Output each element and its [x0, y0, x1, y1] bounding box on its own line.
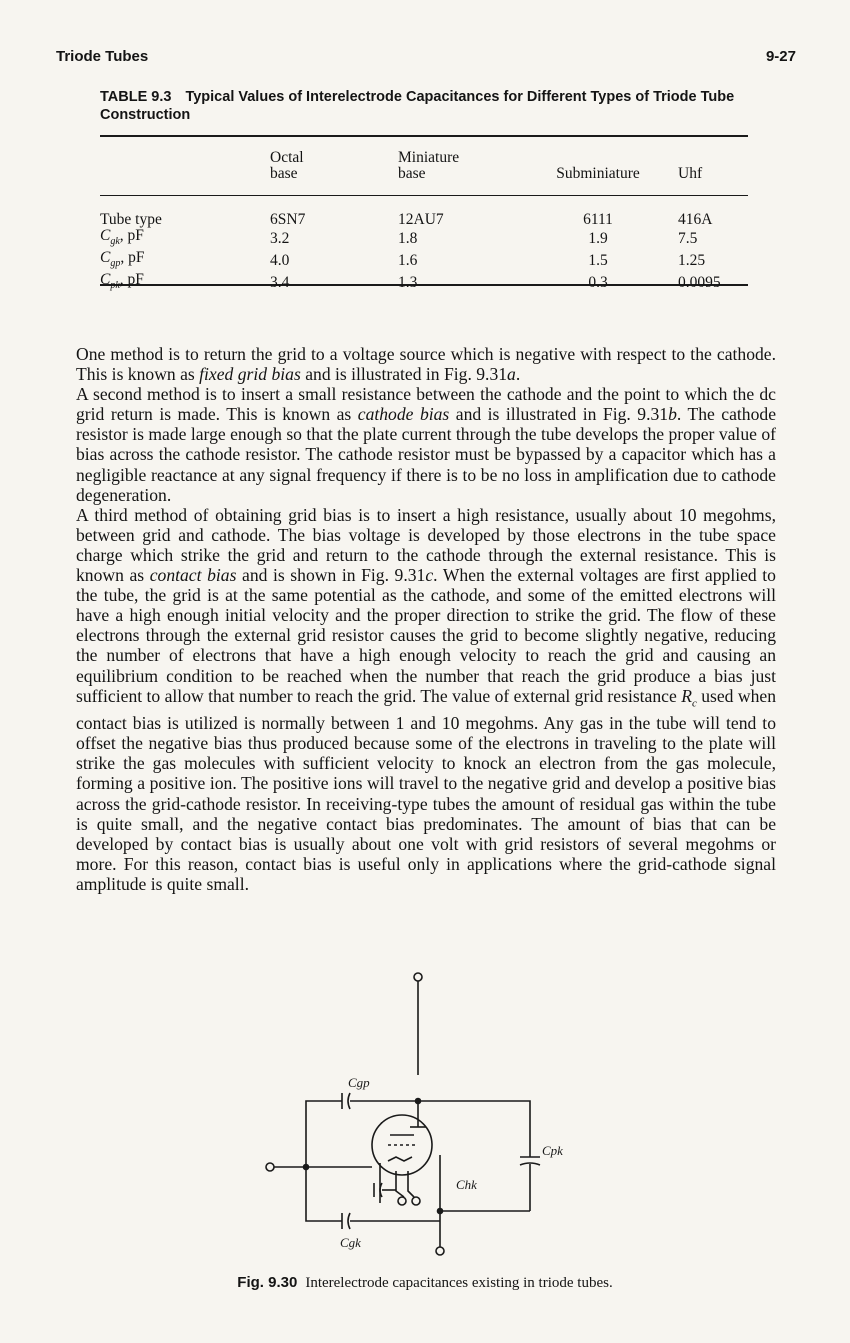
cell: 3.2 [270, 230, 290, 248]
grid-terminal [266, 1163, 274, 1171]
paragraph-cathode-bias: A second method is to insert a small resistance between the cathode and the point to which the dc grid return is made. This is known as cathode bias and is illustrated in Fig. 9.31b. The cathode resistor is made large enough so that the plate current through the tube develops the proper value of bias across the cathode resistor. The cathode resistor must be bypassed by a capacitor which has a negligible reactance at any signal frequency if there is to be no loss in amplification due to cathode degeneration. [76, 384, 776, 505]
row-label: $C_{gk}$, pF [100, 227, 144, 248]
label-cpk: Cpk [542, 1143, 563, 1158]
cell: 12AU7 [398, 211, 444, 228]
plate-terminal [414, 973, 422, 981]
cell: 1.5 [588, 252, 608, 270]
cell: 1.6 [398, 252, 418, 270]
cell: 416A [678, 211, 713, 228]
figure-label: Fig. 9.30 [237, 1274, 298, 1291]
cell: 1.8 [398, 230, 418, 248]
page-number: 9-27 [765, 48, 796, 65]
cell: 1.9 [588, 230, 608, 248]
row-label: $C_{gp}$, pF [100, 249, 145, 270]
cell: 3.4 [270, 274, 290, 292]
cell: 7.5 [678, 230, 698, 248]
label-cgp: Cgp [348, 1075, 370, 1090]
table-top-rule [100, 135, 748, 137]
row-label: $C_{pk}$, pF [100, 271, 144, 292]
header-miniature: Miniature base [398, 149, 460, 182]
table-caption [100, 88, 740, 124]
cathode-terminal [436, 1247, 444, 1255]
table-row [100, 228, 748, 250]
table-row [100, 198, 748, 228]
capacitance-table [100, 150, 748, 294]
table-caption-text: Typical Values of Interelectrode Capacitances for Different Types of Triode Tube Construction [100, 89, 735, 123]
cell: 0.3 [588, 274, 608, 292]
header-uhf: Uhf [678, 165, 703, 182]
triode-capacitance-diagram [230, 965, 610, 1265]
body-text [76, 344, 776, 894]
table-row [100, 250, 748, 272]
cell: 1.3 [398, 274, 418, 292]
paragraph-contact-bias: A third method of obtaining grid bias is to insert a high resistance, usually about 10 megohms, between grid and cathode. The bias voltage is developed by those electrons in the tube space charge which strike the grid and return to the cathode through the external resistance. This is known as contact bias and is shown in Fig. 9.31c. When the external voltages are first applied to the tube, the grid is at the same potential as the cathode, and some of the emitted electrons will have a high enough initial velocity and the proper direction to strike the grid. The flow of these electrons through the external grid resistor causes the grid to become slightly negative, reducing the number of electrons that have a high enough velocity to reach the grid and causing an equilibrium condition to be reached when the number that reach the grid produce a bias just sufficient to allow that number to reach the grid. The value of external grid resistance $R_c$ used when contact bias is utilized is normally between 1 and 10 megohms. Any gas in the tube will tend to offset the negative bias thus produced because some of the electrons in traveling to the plate will strike the gas molecules with sufficient velocity to knock an electron from the gas molecule, forming a positive ion. The positive ions will travel to the negative grid and develop a positive bias across the grid-cathode resistor. In receiving-type tubes the amount of residual gas within the tube is quite small, and the negative contact bias predominates. The amount of bias that can be developed by contact bias is usually about one volt with grid resistors of several megohms or more. For this reason, contact bias is useful only in applications where the grid-cathode signal amplitude is quite small. [76, 504, 776, 894]
table-row [100, 272, 748, 294]
running-head [56, 48, 796, 65]
section-title: Triode Tubes [56, 48, 149, 65]
paragraph-fixed-bias: One method is to return the grid to a voltage source which is negative with respect to the cathode. This is known as fixed grid bias and is illustrated in Fig. 9.31a. [76, 344, 776, 385]
table-header-row [100, 150, 748, 198]
cell: 4.0 [270, 252, 290, 270]
cell: 0.0095 [678, 274, 721, 292]
heater-terminal [412, 1197, 420, 1205]
row-label: Tube type [100, 211, 162, 228]
cell: 6111 [583, 211, 613, 228]
header-blank [100, 150, 270, 198]
cell: 1.25 [678, 252, 706, 270]
label-chk: Chk [456, 1177, 477, 1192]
figure-caption-text: Interelectrode capacitances existing in triode tubes. [305, 1275, 613, 1291]
label-cgk: Cgk [340, 1235, 361, 1250]
table-caption-label: TABLE 9.3 [100, 89, 172, 105]
heater-terminal [398, 1197, 406, 1205]
figure-caption [0, 1274, 850, 1292]
header-subminiature: Subminiature [556, 165, 640, 182]
header-octal: Octal base [270, 149, 304, 182]
cell: 6SN7 [270, 211, 306, 228]
